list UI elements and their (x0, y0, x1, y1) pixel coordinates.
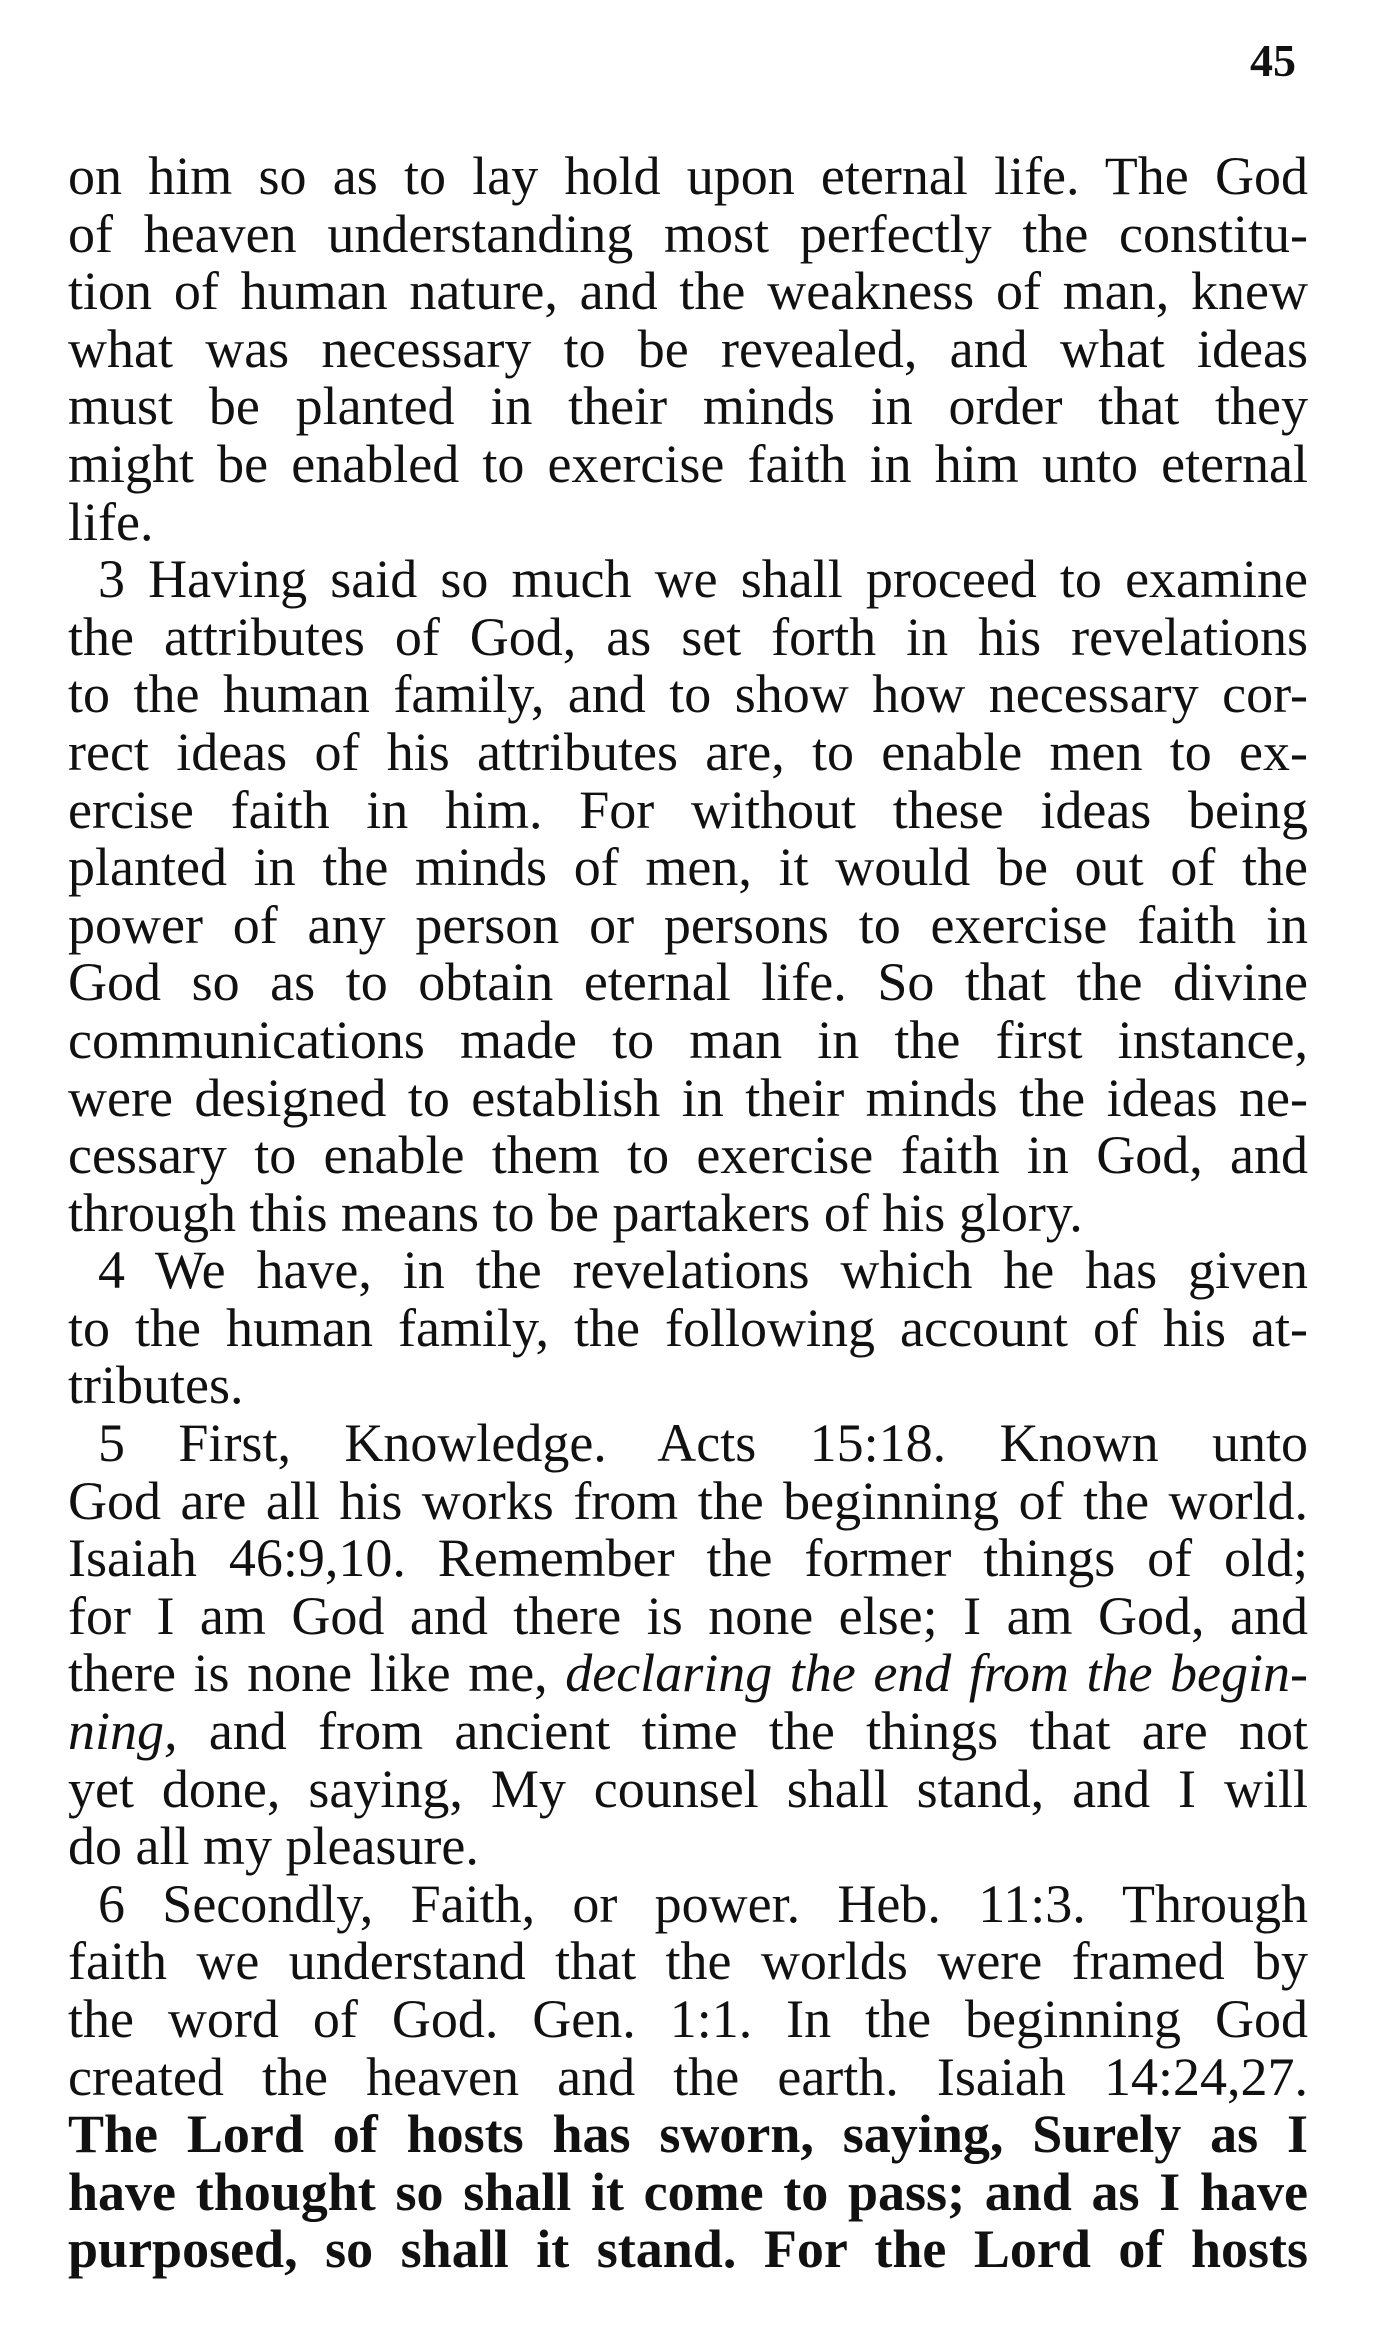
italic-quote: ning, (68, 1701, 178, 1762)
text-line-bold: purposed, so shall it stand. For the Lord of hosts (68, 2219, 1308, 2280)
text-line: of heaven understanding most perfectly the constitu- (68, 203, 1308, 264)
text-line: tributes. (68, 1355, 244, 1416)
text-line: rect ideas of his attributes are, to enable men to ex- (68, 721, 1308, 782)
text-line: cessary to enable them to exercise faith in God, and (68, 1125, 1308, 1186)
text-line: planted in the minds of men, it would be out of the (68, 837, 1308, 898)
text-line-with-italic (68, 1703, 1308, 1761)
text-line: ercise faith in him. For without these ideas being (68, 779, 1308, 840)
text-line: might be enabled to exercise faith in him unto eternal (68, 433, 1308, 494)
text-line: what was necessary to be revealed, and what ideas (68, 318, 1308, 379)
text-line: communications made to man in the first instance, (68, 1009, 1308, 1070)
text-line: life. (68, 491, 154, 552)
text-line: God are all his works from the beginning of the world. (68, 1470, 1308, 1531)
text-line-bold: The Lord of hosts has sworn, saying, Surely as I (68, 2104, 1308, 2165)
text-line: yet done, saying, My counsel shall stand, and I will (68, 1758, 1308, 1819)
paragraph-3-start: 3 Having said so much we shall proceed to examine (98, 549, 1308, 610)
text-line-with-italic (68, 1645, 1308, 1703)
paragraph-5-start: 5 First, Knowledge. Acts 15:18. Known unto (98, 1413, 1308, 1474)
text-line: faith we understand that the worlds were framed by (68, 1931, 1308, 1992)
italic-quote: declaring the end from the begin- (565, 1643, 1308, 1704)
paragraph-4-start: 4 We have, in the revelations which he has given (98, 1240, 1308, 1301)
text-line: to the human family, and to show how necessary cor- (68, 664, 1308, 725)
page-number: 45 (1250, 35, 1296, 86)
text-line: Isaiah 46:9,10. Remember the former things of old; (68, 1528, 1308, 1589)
text-line: do all my pleasure. (68, 1816, 479, 1877)
text-line: the word of God. Gen. 1:1. In the beginning God (68, 1989, 1308, 2049)
body-text (68, 148, 1308, 2279)
text-line: were designed to establish in their minds the ideas ne- (68, 1067, 1308, 1128)
text-line: God so as to obtain eternal life. So that the divine (68, 952, 1308, 1013)
text-line: the attributes of God, as set forth in his revelations (68, 606, 1308, 667)
text-line-bold: have thought so shall it come to pass; and as I have (68, 2161, 1308, 2222)
text-line: power of any person or persons to exercise faith in (68, 894, 1308, 955)
text-line: to the human family, the following account of his at- (68, 1297, 1308, 1358)
text-segment: and from ancient time the things that are not (177, 1701, 1308, 1762)
paragraph-6-start: 6 Secondly, Faith, or power. Heb. 11:3. Through (98, 1873, 1308, 1934)
text-line: through this means to be partakers of his glory. (68, 1182, 1083, 1243)
text-line: must be planted in their minds in order that they (68, 376, 1308, 437)
text-line: created the heaven and the earth. Isaiah 14:24,27. (68, 2046, 1308, 2107)
text-line: tion of human nature, and the weakness of man, knew (68, 261, 1308, 322)
text-segment: there is none like me, (68, 1643, 566, 1704)
text-line: on him so as to lay hold upon eternal life. The God (68, 146, 1308, 206)
text-line: for I am God and there is none else; I am God, and (68, 1585, 1308, 1646)
